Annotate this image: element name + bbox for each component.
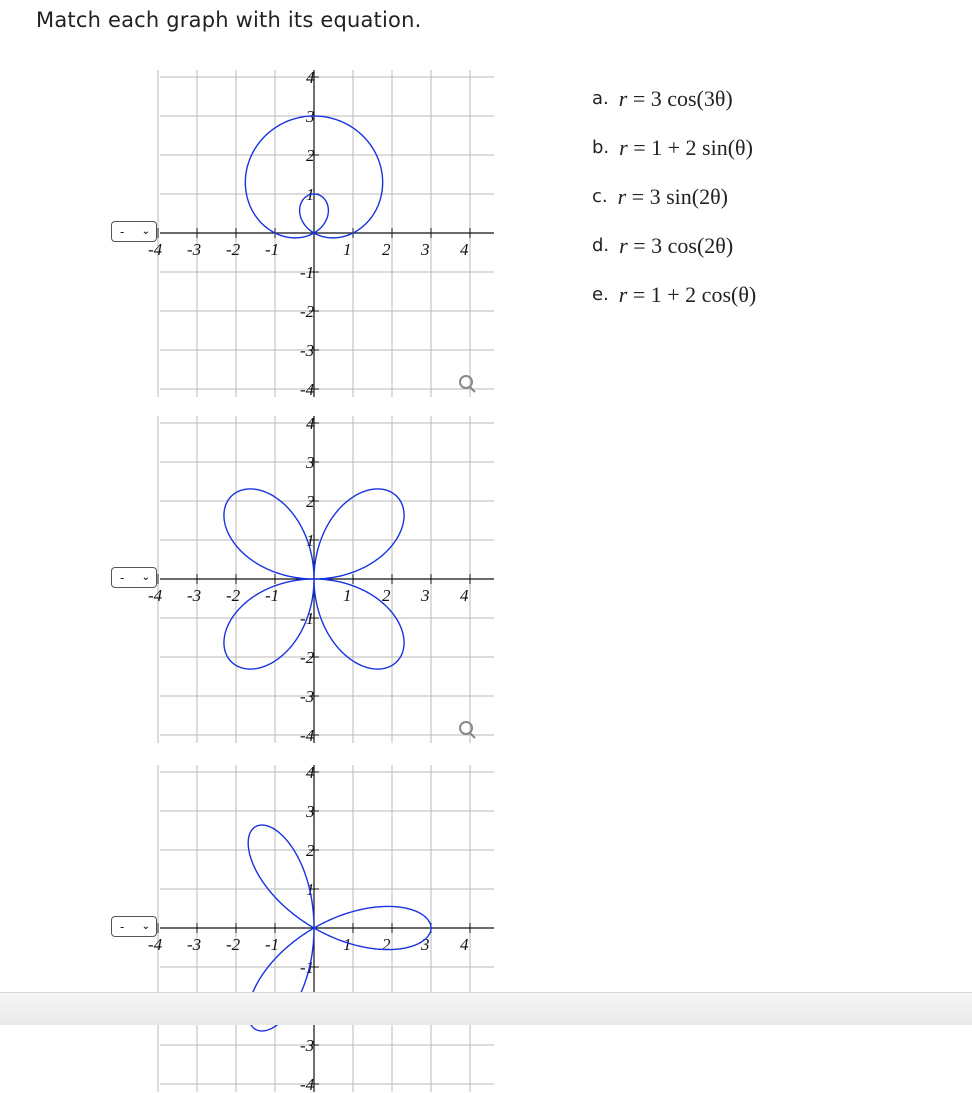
y-tick-label: 1 [306,185,315,204]
y-tick-label: -3 [300,1036,315,1055]
x-tick-label: -1 [265,935,280,954]
y-tick-label: 2 [306,841,315,860]
axes [160,70,494,397]
magnifier-icon[interactable] [460,376,475,392]
y-tick-label: -3 [300,687,315,706]
y-tick-label: -3 [300,341,315,360]
y-tick-label: -1 [300,958,315,977]
x-tick-label: -3 [187,586,202,605]
equation-expression: = 3 cos(2θ) [633,232,734,258]
y-tick-label: 4 [306,763,315,782]
chevron-down-icon: ⌄ [141,572,150,583]
instructions-heading: Match each graph with its equation. [36,8,422,32]
y-tick-label: 3 [306,802,315,821]
x-tick-label: 2 [382,240,391,259]
y-tick-label: 2 [306,146,315,165]
polar-graph-1 [148,68,498,399]
y-tick-label: 3 [306,453,315,472]
chevron-down-icon: ⌄ [141,226,150,237]
x-tick-label: 2 [382,935,391,954]
x-tick-label: 2 [382,586,391,605]
equation-letter: c. [592,186,608,207]
x-tick-label: -4 [148,586,163,605]
y-tick-label: -2 [300,648,315,667]
x-tick-label: 1 [343,240,352,259]
equation-letter: d. [592,235,610,256]
select-value: - [120,224,125,239]
equation-letter: e. [592,284,609,305]
answer-select-1[interactable] [111,221,157,242]
equation-expression: = 3 cos(3θ) [632,85,733,111]
equation-a [592,74,756,123]
bottom-toolbar [0,992,972,1025]
x-tick-label: -1 [265,586,280,605]
y-tick-label: 4 [306,414,315,433]
equation-expression: = 3 sin(2θ) [631,183,728,209]
magnifier-icon[interactable] [460,722,475,738]
x-tick-label: 3 [421,935,430,954]
x-tick-label: 3 [421,586,430,605]
x-tick-label: -2 [226,935,241,954]
y-tick-label: 1 [306,531,315,550]
x-tick-label: -2 [226,240,241,259]
y-tick-label: -1 [300,263,315,282]
y-tick-label: 2 [306,492,315,511]
answer-select-2[interactable] [111,567,157,588]
equation-expression: = 1 + 2 cos(θ) [632,281,757,307]
x-tick-label: -2 [226,586,241,605]
y-tick-label: -4 [300,1075,315,1093]
equation-variable: r [618,85,628,111]
answer-select-3[interactable] [111,916,157,937]
equation-variable: r [619,232,628,258]
x-tick-label: 4 [460,586,469,605]
equation-expression: = 1 + 2 sin(θ) [633,134,753,160]
y-tick-label: -1 [300,609,315,628]
equation-variable: r [619,134,628,160]
x-tick-label: 4 [460,935,469,954]
x-tick-label: -4 [148,935,163,954]
equation-variable: r [618,281,628,307]
chevron-down-icon: ⌄ [141,921,150,932]
equation-list [592,74,756,319]
y-tick-label: 4 [306,68,315,87]
equation-b [592,123,756,172]
equation-c [592,172,756,221]
x-tick-label: 1 [343,586,352,605]
x-tick-label: 4 [460,240,469,259]
equation-d [592,221,756,270]
equation-variable: r [617,183,627,209]
x-tick-label: -3 [187,240,202,259]
x-tick-label: -1 [265,240,280,259]
y-tick-label: -4 [300,380,315,399]
polar-graph-2 [148,414,498,745]
y-tick-label: 3 [306,107,315,126]
y-tick-label: -4 [300,726,315,745]
y-tick-label: -2 [300,302,315,321]
equation-letter: b. [592,137,610,158]
equation-e [592,270,756,319]
axes [160,765,494,1092]
polar-graph-3 [148,763,498,1093]
x-tick-label: 3 [421,240,430,259]
select-value: - [120,919,125,934]
select-value: - [120,570,125,585]
x-tick-label: -3 [187,935,202,954]
y-tick-label: 1 [306,880,315,899]
x-tick-label: -4 [148,240,163,259]
equation-letter: a. [592,88,609,109]
x-tick-label: 1 [343,935,352,954]
